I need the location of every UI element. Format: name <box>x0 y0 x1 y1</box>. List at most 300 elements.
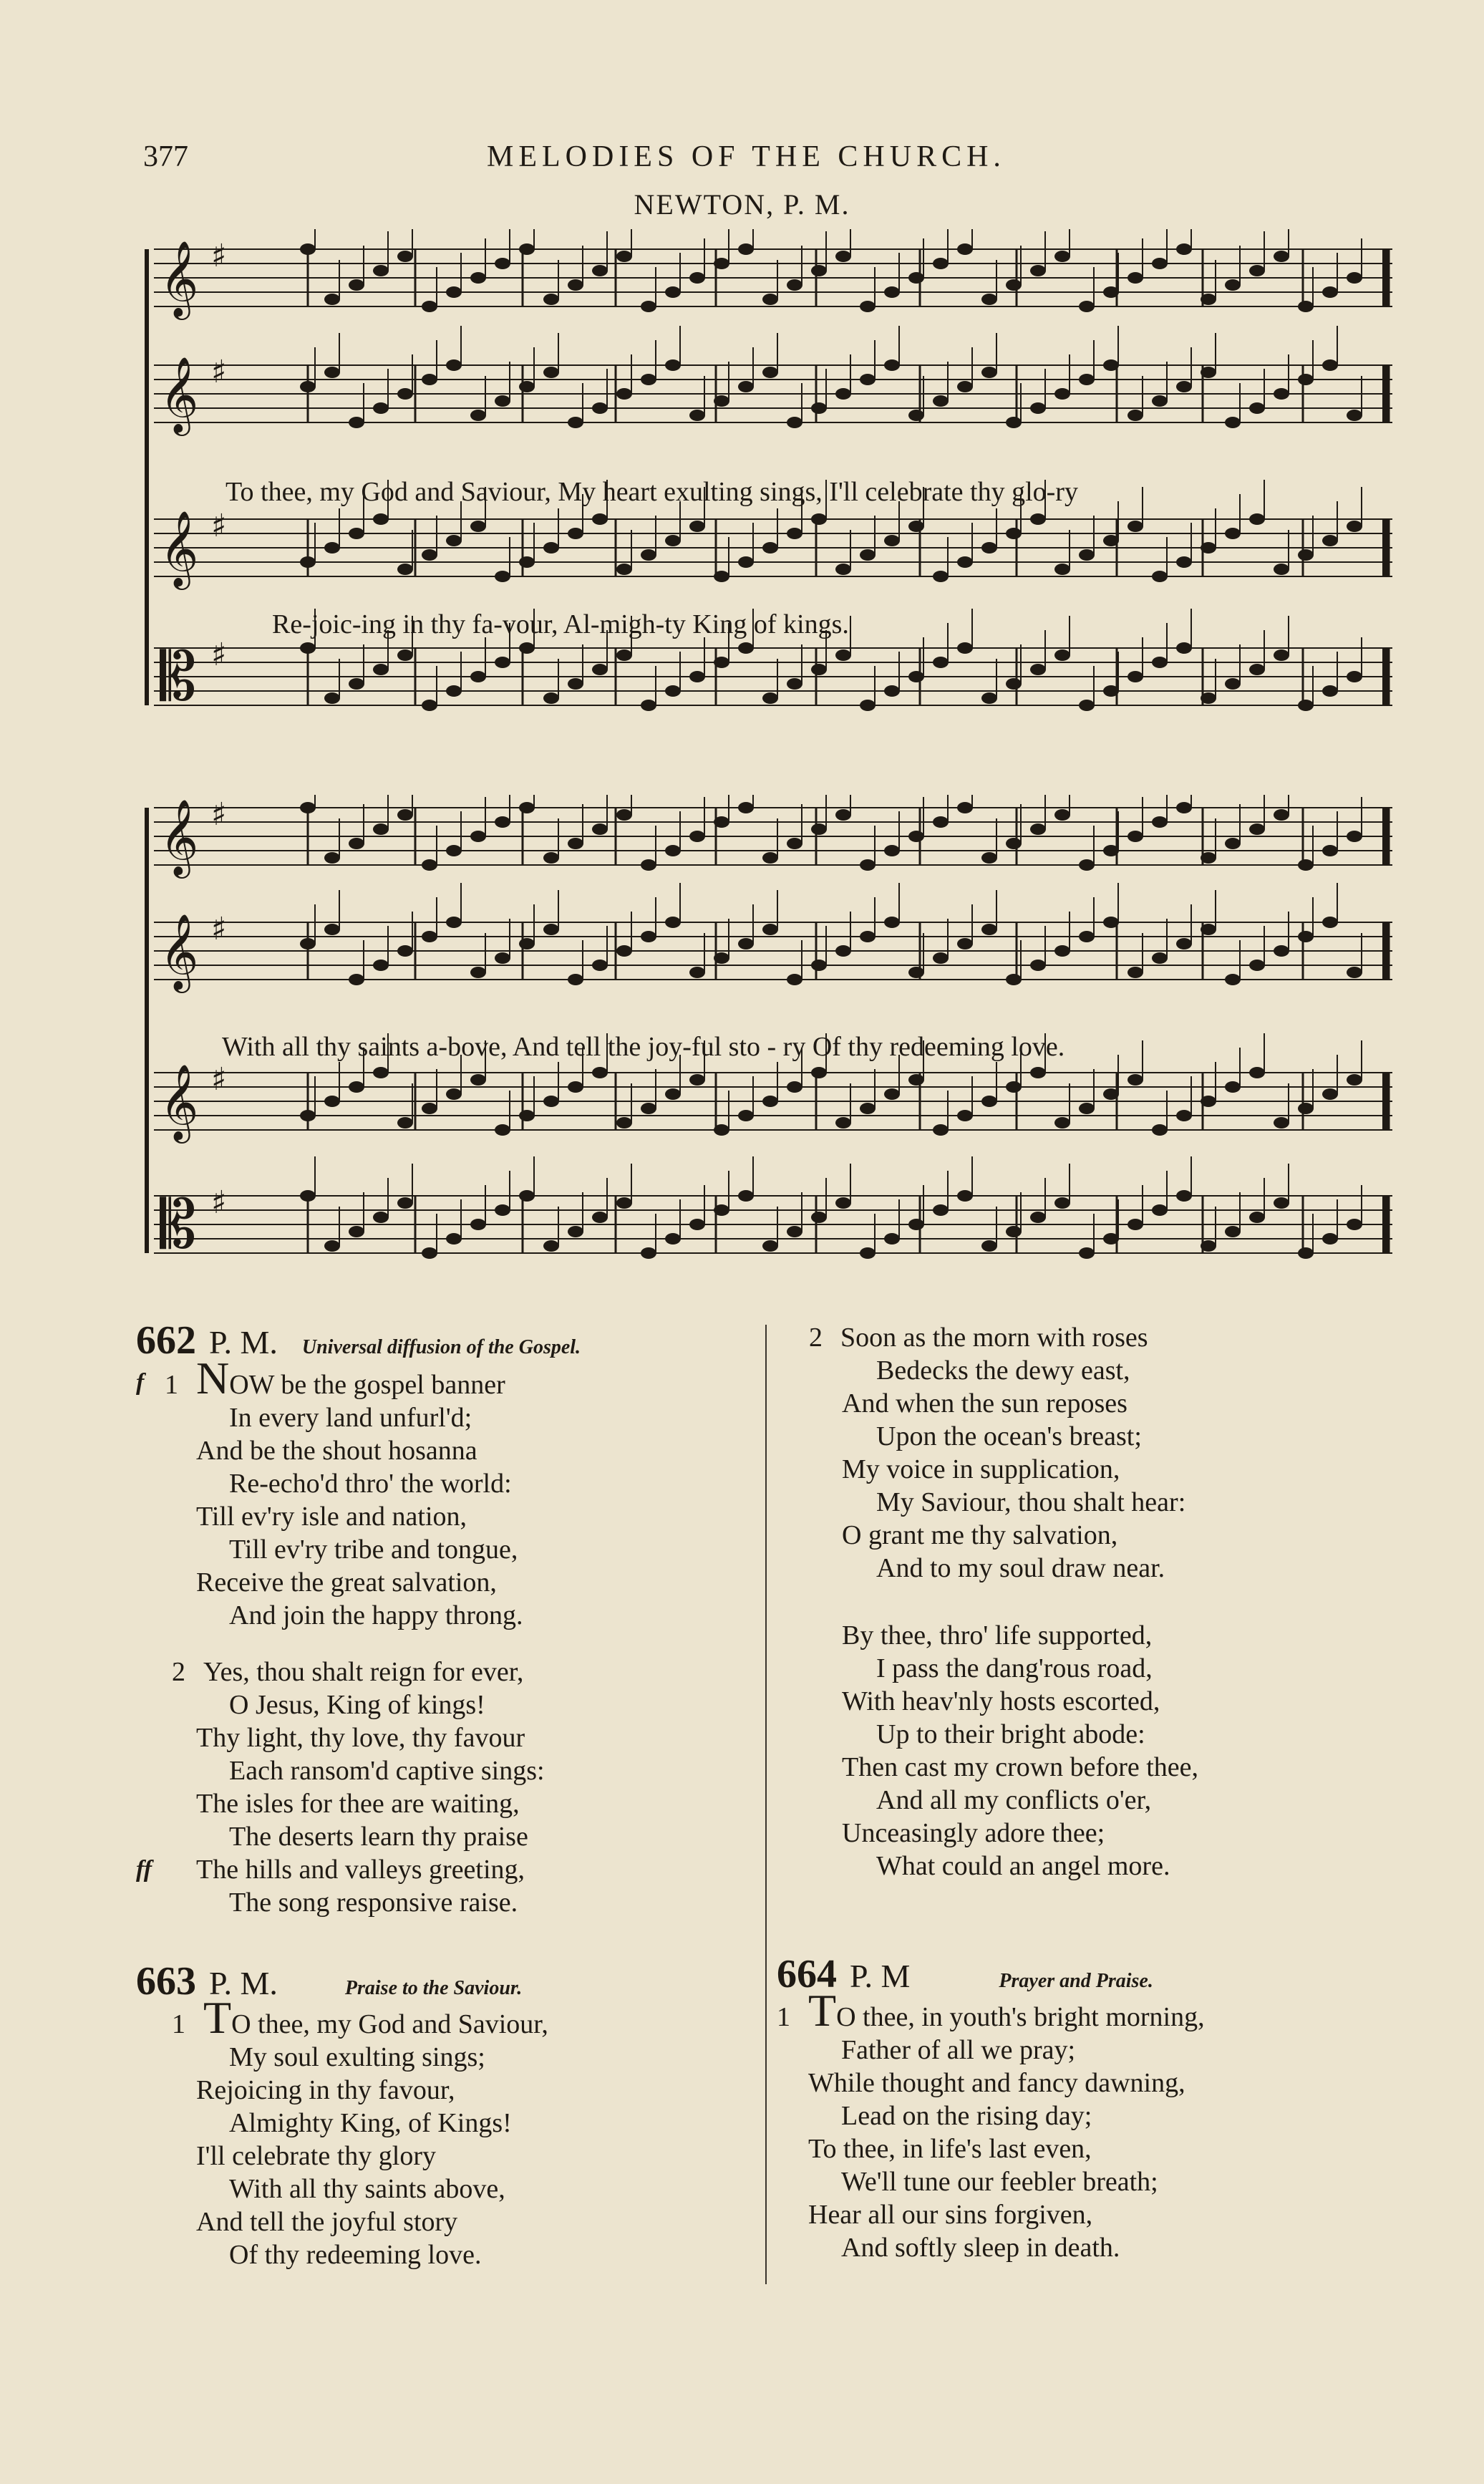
verse-line: O grant me thy salvation, <box>842 1520 1118 1550</box>
sharp-icon: ♯ <box>211 1061 227 1098</box>
note-icon <box>1176 1110 1192 1121</box>
note-icon <box>787 678 802 690</box>
system-bracket <box>145 249 149 705</box>
note-icon <box>519 1110 535 1121</box>
note-icon <box>1274 809 1289 821</box>
note-icon <box>1225 528 1241 539</box>
dynamic-marking: f <box>136 1369 145 1396</box>
note-icon <box>543 852 559 864</box>
note-icon <box>1079 931 1095 942</box>
hymn-662 <box>136 1318 752 1918</box>
note-icon <box>981 294 997 305</box>
verse-line: Unceasingly adore thee; <box>842 1818 1105 1848</box>
note-icon <box>1176 556 1192 568</box>
sharp-icon: ♯ <box>211 796 227 833</box>
note-icon <box>1127 1074 1143 1086</box>
note-icon <box>860 1247 876 1259</box>
note-icon <box>324 692 340 704</box>
note-icon <box>738 243 754 255</box>
note-icon <box>689 272 705 284</box>
note-icon <box>1127 410 1143 421</box>
note-icon <box>300 642 316 654</box>
note-icon <box>1298 301 1314 312</box>
note-icon <box>495 1124 510 1136</box>
note-icon <box>714 1204 729 1216</box>
note-icon <box>860 301 876 312</box>
note-icon <box>908 272 924 284</box>
note-icon <box>787 1226 802 1237</box>
note-icon <box>835 809 851 821</box>
note-icon <box>835 945 851 957</box>
note-icon <box>470 1219 486 1230</box>
note-icon <box>568 838 583 849</box>
clef-icon: 𝄞 <box>160 510 199 586</box>
note-icon <box>495 657 510 668</box>
note-icon <box>1322 286 1338 298</box>
note-icon <box>1201 852 1216 864</box>
note-icon <box>1249 664 1265 675</box>
note-icon <box>981 1096 997 1107</box>
dynamic-marking: ff <box>136 1856 152 1883</box>
note-icon <box>1249 1212 1265 1223</box>
note-icon <box>446 286 462 298</box>
note-icon <box>495 952 510 964</box>
staff <box>154 795 1392 879</box>
note-icon <box>835 388 851 400</box>
verse-line: The deserts learn thy praise <box>229 1822 528 1852</box>
note-icon <box>1274 945 1289 957</box>
verse-number: 1 <box>165 1370 178 1400</box>
staff <box>154 1156 1392 1263</box>
verse-number: 1 <box>172 2009 185 2039</box>
verse-line: What could an angel more. <box>876 1851 1170 1881</box>
music-system-2 <box>143 795 1396 1289</box>
note-icon <box>300 381 316 392</box>
note-icon <box>373 265 389 276</box>
note-icon <box>957 381 973 392</box>
note-icon <box>933 395 949 407</box>
note-icon <box>957 1110 973 1121</box>
note-icon <box>616 388 632 400</box>
note-icon <box>811 664 827 675</box>
note-icon <box>300 556 316 568</box>
note-icon <box>470 410 486 421</box>
note-icon <box>446 917 462 928</box>
note-icon <box>1030 513 1046 525</box>
note-icon <box>1006 279 1022 291</box>
note-icon <box>470 521 486 532</box>
note-icon <box>1127 831 1143 842</box>
note-icon <box>787 974 802 985</box>
note-icon <box>519 556 535 568</box>
note-icon <box>1054 1197 1070 1209</box>
verse-number: 2 <box>809 1323 823 1353</box>
note-icon <box>616 251 632 262</box>
note-icon <box>1322 535 1338 546</box>
note-icon <box>665 286 681 298</box>
note-icon <box>1249 823 1265 835</box>
note-icon <box>397 945 413 957</box>
note-icon <box>787 838 802 849</box>
note-icon <box>1298 931 1314 942</box>
hymn-663 <box>136 1958 752 2270</box>
note-icon <box>933 258 949 269</box>
verse-line: And be the shout hosanna <box>196 1436 477 1466</box>
sharp-icon: ♯ <box>211 508 227 544</box>
verse-line: In every land unfurl'd; <box>229 1403 472 1433</box>
note-icon <box>1079 859 1095 871</box>
note-icon <box>324 542 340 554</box>
verse-line: O thee, my God and Saviour, <box>231 2009 548 2039</box>
note-icon <box>1152 952 1168 964</box>
note-icon <box>324 367 340 378</box>
sharp-icon: ♯ <box>211 354 227 390</box>
note-icon <box>1347 671 1362 682</box>
verse-number: 1 <box>777 2002 790 2032</box>
note-icon <box>1176 243 1192 255</box>
note-icon <box>665 535 681 546</box>
note-icon <box>373 402 389 414</box>
note-icon <box>349 279 364 291</box>
note-icon <box>689 410 705 421</box>
lyrics-line: Re-joic-ing in thy fa-vour, Al-migh-ty King of kings. <box>272 609 849 639</box>
note-icon <box>446 359 462 371</box>
note-icon <box>981 1240 997 1252</box>
verse-line: Upon the ocean's breast; <box>876 1421 1142 1451</box>
note-icon <box>908 1074 924 1086</box>
note-icon <box>1347 272 1362 284</box>
clef-icon: 𝄞 <box>160 240 199 316</box>
note-icon <box>835 564 851 575</box>
note-icon <box>324 1240 340 1252</box>
verse-line: We'll tune our feebler breath; <box>841 2167 1158 2197</box>
note-icon <box>519 1190 535 1202</box>
note-icon <box>714 816 729 828</box>
note-icon <box>811 265 827 276</box>
note-icon <box>1298 700 1314 711</box>
note-icon <box>1103 845 1119 856</box>
note-icon <box>884 286 900 298</box>
note-icon <box>1006 417 1022 428</box>
note-icon <box>300 802 316 813</box>
note-icon <box>1054 388 1070 400</box>
note-icon <box>349 1081 364 1093</box>
note-icon <box>835 251 851 262</box>
note-icon <box>616 564 632 575</box>
note-icon <box>422 549 437 561</box>
note-icon <box>616 1117 632 1129</box>
note-icon <box>787 1081 802 1093</box>
note-icon <box>665 359 681 371</box>
note-icon <box>1274 564 1289 575</box>
note-icon <box>1054 649 1070 661</box>
clef-icon: 𝄞 <box>160 798 199 875</box>
clef-icon: 𝄡 <box>160 1187 197 1263</box>
note-icon <box>1225 678 1241 690</box>
verse-line: To thee, in life's last even, <box>808 2134 1092 2164</box>
sharp-icon: ♯ <box>211 238 227 274</box>
note-icon <box>908 671 924 682</box>
note-icon <box>957 243 973 255</box>
note-icon <box>933 1124 949 1136</box>
note-icon <box>811 1212 827 1223</box>
note-icon <box>1249 265 1265 276</box>
note-icon <box>1079 549 1095 561</box>
note-icon <box>349 528 364 539</box>
note-icon <box>324 924 340 935</box>
note-icon <box>884 535 900 546</box>
note-icon <box>787 417 802 428</box>
verse-line: And join the happy throng. <box>229 1600 523 1630</box>
note-icon <box>714 657 729 668</box>
verse-line: Till ev'ry tribe and tongue, <box>229 1535 518 1565</box>
tune-title: NEWTON, P. M. <box>634 188 850 221</box>
note-icon <box>1030 265 1046 276</box>
note-icon <box>933 1204 949 1216</box>
note-icon <box>519 381 535 392</box>
note-icon <box>957 642 973 654</box>
note-icon <box>592 265 608 276</box>
note-icon <box>1127 671 1143 682</box>
note-icon <box>981 924 997 935</box>
note-icon <box>1347 1074 1362 1086</box>
note-icon <box>860 700 876 711</box>
note-icon <box>1249 513 1265 525</box>
verse-line: Re-echo'd thro' the world: <box>229 1469 512 1499</box>
note-icon <box>1103 535 1119 546</box>
hymn-subject: Praise to the Saviour. <box>344 1977 523 1999</box>
note-icon <box>1274 388 1289 400</box>
note-icon <box>933 657 949 668</box>
note-icon <box>1201 692 1216 704</box>
note-icon <box>884 685 900 697</box>
note-icon <box>349 417 364 428</box>
note-icon <box>397 251 413 262</box>
note-icon <box>495 1204 510 1216</box>
verse-line: With all thy saints above, <box>229 2174 505 2204</box>
note-icon <box>641 374 656 385</box>
note-icon <box>568 1081 583 1093</box>
note-icon <box>422 859 437 871</box>
note-icon <box>762 367 778 378</box>
note-icon <box>738 802 754 813</box>
note-icon <box>1274 1197 1289 1209</box>
note-icon <box>762 852 778 864</box>
verse-line: And to my soul draw near. <box>876 1553 1165 1583</box>
note-icon <box>1030 402 1046 414</box>
note-icon <box>1201 294 1216 305</box>
verse-line: My Saviour, thou shalt hear: <box>876 1487 1186 1517</box>
running-title: MELODIES OF THE CHURCH. <box>487 140 1006 173</box>
note-icon <box>1347 831 1362 842</box>
note-icon <box>1103 1088 1119 1100</box>
note-icon <box>1152 816 1168 828</box>
lyrics-line: To thee, my God and Saviour, My heart exulting sings, I'll celebrate thy glo-ry <box>225 477 1078 507</box>
note-icon <box>1298 1103 1314 1114</box>
note-icon <box>470 967 486 978</box>
verse-line: Yes, thou shalt reign for ever, <box>203 1657 524 1687</box>
note-icon <box>1298 859 1314 871</box>
staff <box>154 883 1392 993</box>
note-icon <box>1127 1219 1143 1230</box>
note-icon <box>446 845 462 856</box>
verse-line: The song responsive raise. <box>229 1888 518 1918</box>
note-icon <box>714 952 729 964</box>
note-icon <box>324 852 340 864</box>
verse-line: I pass the dang'rous road, <box>876 1653 1153 1683</box>
note-icon <box>1347 410 1362 421</box>
note-icon <box>616 649 632 661</box>
note-icon <box>811 960 827 971</box>
note-icon <box>1152 571 1168 582</box>
note-icon <box>835 1117 851 1129</box>
note-icon <box>689 521 705 532</box>
note-icon <box>1176 1190 1192 1202</box>
note-icon <box>519 642 535 654</box>
note-icon <box>689 1074 705 1086</box>
note-icon <box>1249 960 1265 971</box>
note-icon <box>1201 367 1216 378</box>
note-icon <box>495 571 510 582</box>
note-icon <box>543 367 559 378</box>
note-icon <box>422 700 437 711</box>
note-icon <box>1152 395 1168 407</box>
note-icon <box>762 1096 778 1107</box>
note-icon <box>373 513 389 525</box>
clef-icon: 𝄞 <box>160 1063 199 1140</box>
verse-line: Bedecks the dewy east, <box>876 1355 1130 1386</box>
note-icon <box>422 1103 437 1114</box>
note-icon <box>1054 945 1070 957</box>
note-icon <box>568 1226 583 1237</box>
note-icon <box>908 831 924 842</box>
sharp-icon: ♯ <box>211 1184 227 1221</box>
note-icon <box>835 1197 851 1209</box>
note-icon <box>641 700 656 711</box>
music-system-1 <box>143 229 1396 745</box>
note-icon <box>1103 359 1119 371</box>
note-icon <box>397 1117 413 1129</box>
note-icon <box>1030 1067 1046 1078</box>
note-icon <box>1274 1117 1289 1129</box>
note-icon <box>1322 359 1338 371</box>
verse-line: Father of all we pray; <box>841 2035 1076 2065</box>
note-icon <box>860 549 876 561</box>
note-icon <box>1152 657 1168 668</box>
verse-line: And softly sleep in death. <box>841 2233 1120 2263</box>
note-icon <box>908 521 924 532</box>
note-icon <box>422 301 437 312</box>
note-icon <box>762 924 778 935</box>
note-icon <box>933 952 949 964</box>
note-icon <box>1225 974 1241 985</box>
note-icon <box>1347 967 1362 978</box>
note-icon <box>300 1110 316 1121</box>
note-icon <box>1249 1067 1265 1078</box>
note-icon <box>1006 1226 1022 1237</box>
note-icon <box>957 556 973 568</box>
note-icon <box>397 388 413 400</box>
note-icon <box>568 279 583 291</box>
note-icon <box>689 831 705 842</box>
note-icon <box>835 649 851 661</box>
note-icon <box>1152 1124 1168 1136</box>
note-icon <box>689 1219 705 1230</box>
verse-1 <box>165 1353 523 1632</box>
note-icon <box>1127 967 1143 978</box>
note-icon <box>811 1067 827 1078</box>
note-icon <box>860 859 876 871</box>
verse-line: My soul exulting sings; <box>229 2042 485 2072</box>
verse-line: The isles for thee are waiting, <box>196 1789 520 1819</box>
note-icon <box>1249 402 1265 414</box>
note-icon <box>616 945 632 957</box>
note-icon <box>373 664 389 675</box>
note-icon <box>689 671 705 682</box>
note-icon <box>1225 417 1241 428</box>
note-icon <box>981 367 997 378</box>
note-icon <box>714 1124 729 1136</box>
note-icon <box>689 967 705 978</box>
note-icon <box>762 692 778 704</box>
note-icon <box>519 802 535 813</box>
note-icon <box>1225 279 1241 291</box>
note-icon <box>397 809 413 821</box>
note-icon <box>397 1197 413 1209</box>
note-icon <box>1347 521 1362 532</box>
note-icon <box>641 301 656 312</box>
verse-2 <box>165 1656 545 1919</box>
note-icon <box>738 642 754 654</box>
note-icon <box>568 974 583 985</box>
note-icon <box>543 294 559 305</box>
note-icon <box>1225 838 1241 849</box>
verse-line: And when the sun reposes <box>842 1388 1127 1419</box>
note-icon <box>1103 685 1119 697</box>
note-icon <box>519 243 535 255</box>
clef-icon: 𝄞 <box>160 356 199 432</box>
note-icon <box>300 1190 316 1202</box>
verse-line: Each ransom'd captive sings: <box>229 1756 545 1786</box>
note-icon <box>1030 960 1046 971</box>
note-icon <box>1006 974 1022 985</box>
note-icon <box>519 938 535 949</box>
verse-2 <box>809 1321 1425 1585</box>
note-icon <box>592 1067 608 1078</box>
verse-line: Almighty King, of Kings! <box>229 2108 512 2138</box>
note-icon <box>495 395 510 407</box>
verse-1 <box>172 1992 548 2271</box>
hymn-662-continued <box>809 1321 1425 1883</box>
verse-line: I'll celebrate thy glory <box>196 2141 436 2171</box>
note-icon <box>860 1103 876 1114</box>
note-icon <box>811 513 827 525</box>
lyrics-line: With all thy saints a-bove, And tell the joy-ful sto - ry Of thy redeeming love. <box>222 1032 1065 1062</box>
note-icon <box>1079 1103 1095 1114</box>
note-icon <box>665 1088 681 1100</box>
note-icon <box>1079 1247 1095 1259</box>
note-icon <box>957 802 973 813</box>
note-icon <box>397 564 413 575</box>
note-icon <box>714 395 729 407</box>
note-icon <box>1176 381 1192 392</box>
hymn-664 <box>777 1951 1421 2263</box>
note-icon <box>543 1240 559 1252</box>
note-icon <box>860 374 876 385</box>
verse-line: O Jesus, King of kings! <box>229 1690 485 1720</box>
note-icon <box>714 258 729 269</box>
note-icon <box>787 528 802 539</box>
